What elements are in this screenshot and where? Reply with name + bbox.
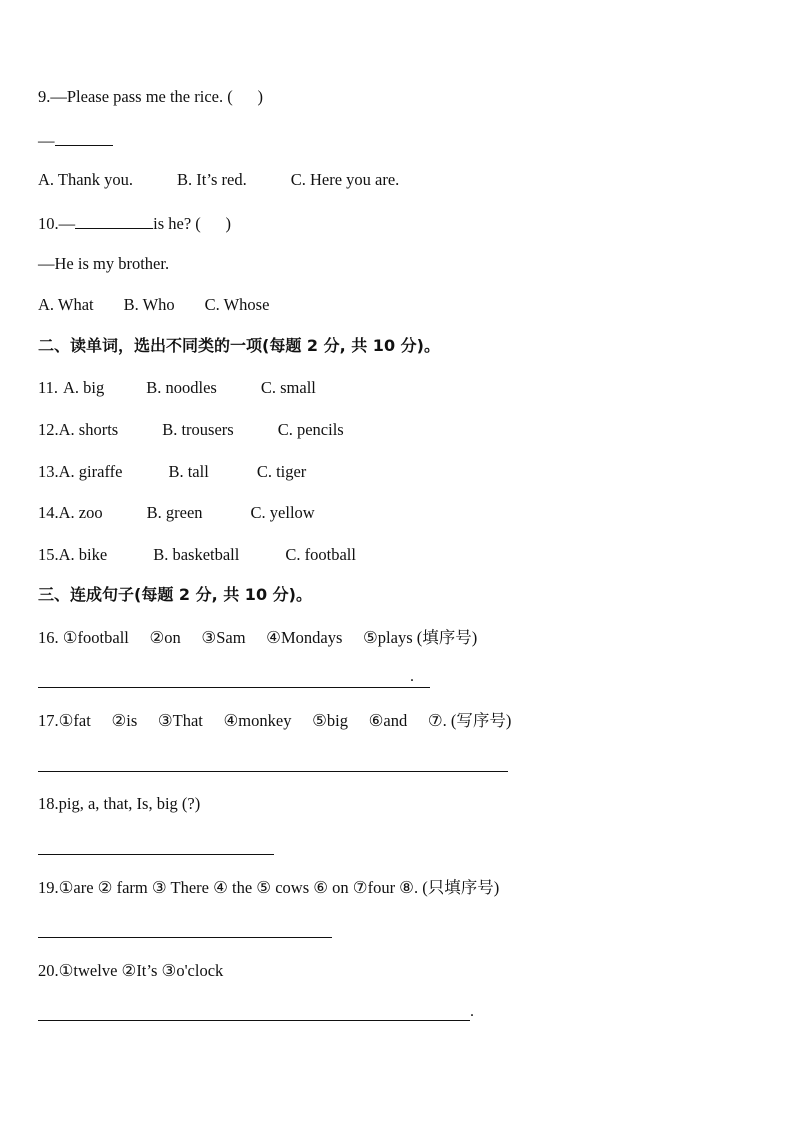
- q13-option-a[interactable]: A. giraffe: [58, 462, 123, 481]
- q14-option-b[interactable]: B. green: [146, 503, 203, 522]
- q14-option-a[interactable]: A. zoo: [58, 503, 103, 522]
- q15-option-a[interactable]: A. bike: [58, 545, 108, 564]
- q10-option-a[interactable]: A. What: [38, 295, 94, 314]
- q18-prompt: 18.pig, a, that, Is, big (?): [38, 794, 201, 813]
- q15-row: [38, 545, 356, 565]
- q14-option-c[interactable]: C. yellow: [250, 503, 315, 522]
- q19-answer-line[interactable]: [38, 937, 332, 938]
- q10-suffix: is he? ( ): [153, 214, 232, 233]
- q10-option-c[interactable]: C. Whose: [204, 295, 270, 314]
- q19-prompt: 19.①are ② farm ③ There ④ the ⑤ cows ⑥ on ⑦four ⑧. (只填序号): [38, 878, 500, 897]
- section3-title: 三、连成句子(每题 2 分, 共 10 分)。: [38, 585, 312, 604]
- q16-prompt: 16. ①football ②on ③Sam ④Mondays ⑤plays (填序号): [38, 628, 478, 647]
- q10-option-b[interactable]: B. Who: [123, 295, 175, 314]
- q11-option-c[interactable]: C. small: [260, 378, 316, 397]
- q20-end-period: .: [470, 1003, 474, 1020]
- q9-stem: 9.—Please pass me the rice. ( ): [38, 87, 263, 106]
- q18-answer-line[interactable]: [38, 854, 274, 855]
- q9-options: [38, 170, 399, 190]
- q13-option-c[interactable]: C. tiger: [256, 462, 307, 481]
- q17-answer-line[interactable]: [38, 771, 508, 772]
- q12-option-b[interactable]: B. trousers: [162, 420, 234, 439]
- q11-option-b[interactable]: B. noodles: [146, 378, 217, 397]
- q16-answer-line[interactable]: [38, 687, 430, 688]
- q13-num: 13.: [38, 462, 59, 481]
- q9-option-b[interactable]: B. It’s red.: [177, 170, 247, 189]
- q16-end-period: .: [410, 668, 414, 685]
- q10-blank[interactable]: [75, 212, 153, 229]
- q10-stem: [38, 212, 231, 234]
- q17-prompt: 17.①fat ②is ③That ④monkey ⑤big ⑥and ⑦. (写序号): [38, 711, 512, 730]
- q20-answer-line[interactable]: [38, 1020, 470, 1021]
- q15-option-b[interactable]: B. basketball: [153, 545, 240, 564]
- q12-num: 12.: [38, 420, 59, 439]
- q11-option-a[interactable]: A. big: [63, 378, 105, 397]
- q13-row: [38, 462, 306, 482]
- q12-option-a[interactable]: A. shorts: [58, 420, 119, 439]
- q10-reply: —He is my brother.: [38, 254, 170, 273]
- section2-title: 二、读单词，选出不同类的一项(每题 2 分, 共 10 分)。: [38, 336, 440, 355]
- q12-option-c[interactable]: C. pencils: [277, 420, 344, 439]
- q15-num: 15.: [38, 545, 59, 564]
- q11-num: 11.: [38, 378, 59, 397]
- q9-reply-dash: —: [38, 131, 55, 150]
- q14-num: 14.: [38, 503, 59, 522]
- q14-row: [38, 503, 315, 523]
- q20-prompt: 20.①twelve ②It’s ③o'clock: [38, 961, 224, 980]
- q13-option-b[interactable]: B. tall: [168, 462, 209, 481]
- q11-row: [38, 378, 316, 398]
- q10-prefix: 10.—: [38, 214, 76, 233]
- q15-option-c[interactable]: C. football: [285, 545, 356, 564]
- q9-option-c[interactable]: C. Here you are.: [290, 170, 400, 189]
- q9-reply-blank[interactable]: [55, 129, 113, 146]
- q9-reply: [38, 129, 113, 151]
- q9-option-a[interactable]: A. Thank you.: [38, 170, 134, 189]
- q12-row: [38, 420, 344, 440]
- q10-options: [38, 295, 269, 315]
